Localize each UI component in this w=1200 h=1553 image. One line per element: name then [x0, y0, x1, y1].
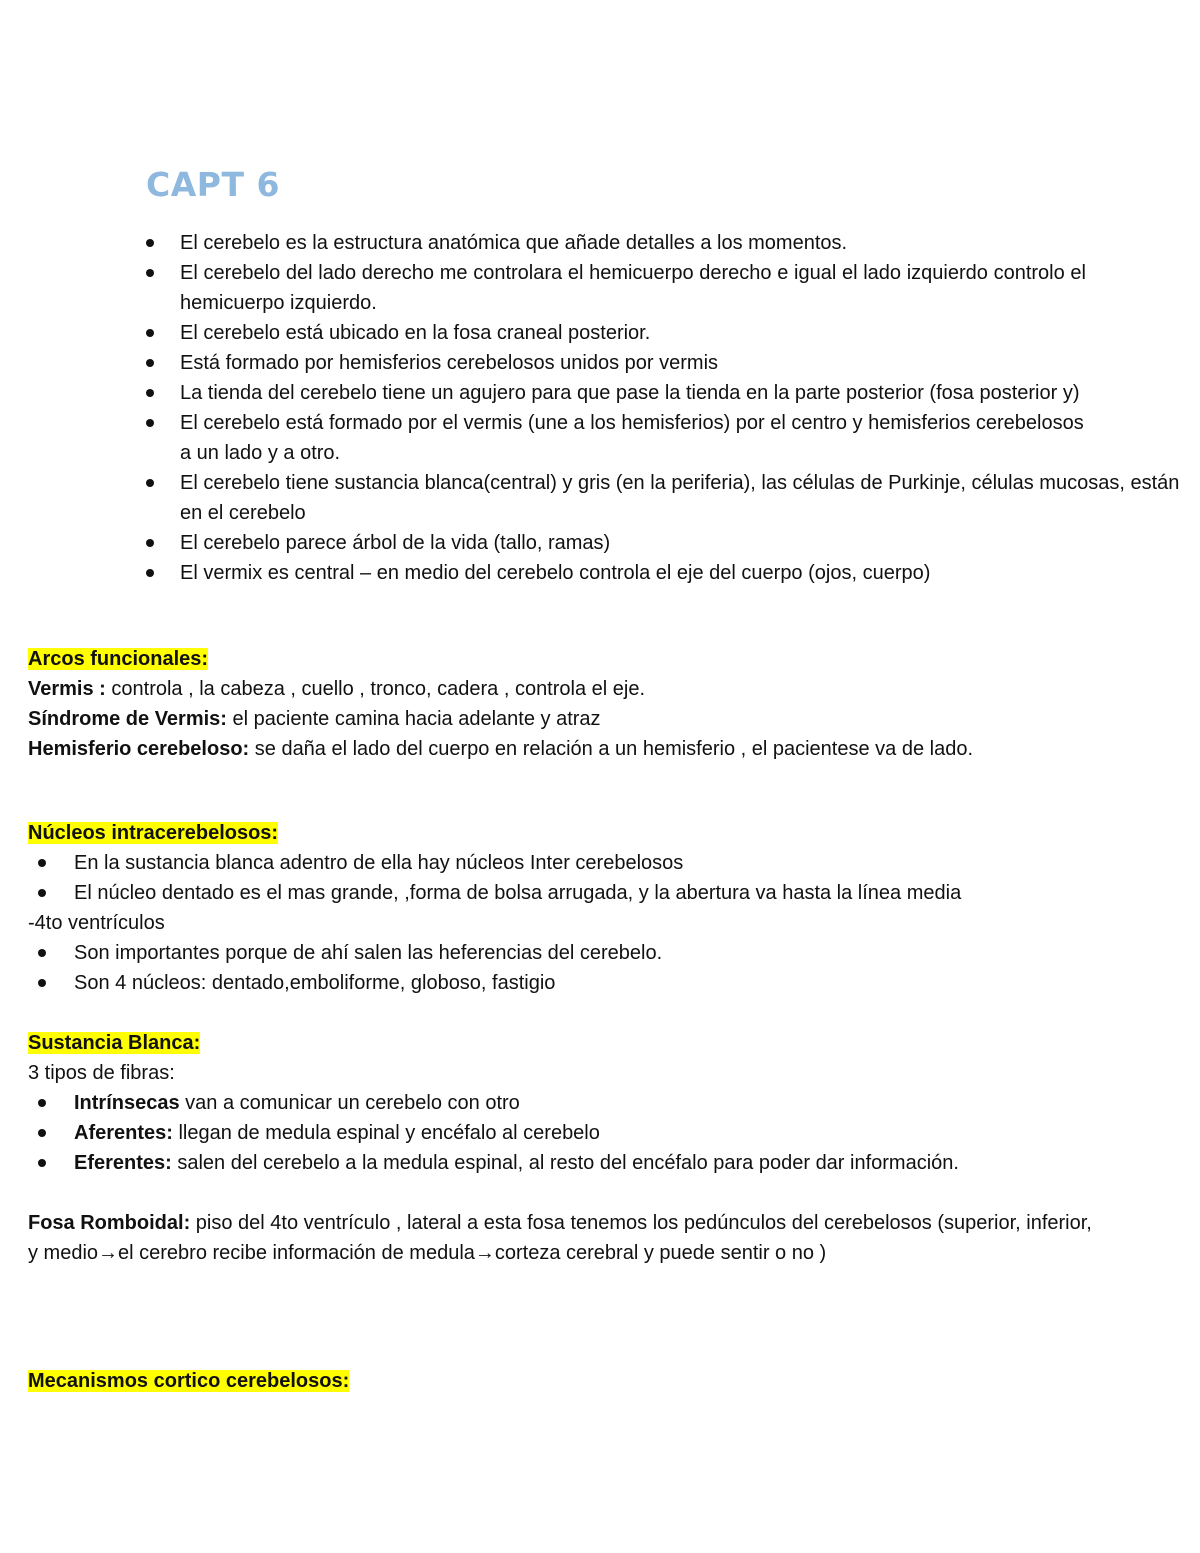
list-item: Son importantes porque de ahí salen las heferencias del cerebelo. [28, 938, 1118, 968]
sustancia-section [28, 1028, 1118, 1178]
vermis-line [28, 674, 1078, 704]
vermis-label: Vermis : [28, 678, 106, 700]
sindrome-line [28, 704, 1078, 734]
intro-list [146, 228, 1180, 588]
nucleos-list-b [28, 938, 1118, 998]
fibra-text: salen del cerebelo a la medula espinal, al resto del encéfalo para poder dar información. [171, 1152, 959, 1174]
section-heading-arcos: Arcos funcionales: [28, 648, 209, 670]
sindrome-label: Síndrome de Vermis: [28, 708, 227, 730]
list-item [28, 1118, 1118, 1148]
list-item: El cerebelo parece árbol de la vida (tallo, ramas) [146, 528, 1086, 558]
fibra-label: Eferentes: [74, 1152, 172, 1174]
fosa-paragraph [28, 1208, 1103, 1268]
list-item: El cerebelo está formado por el vermis (une a los hemisferios) por el centro y hemisferios cerebelosos a un lado y a otro. [146, 408, 1086, 468]
sustancia-list [28, 1088, 1118, 1178]
hemisferio-text: se daña el lado del cuerpo en relación a un hemisferio , el pacientese va de lado. [249, 738, 974, 760]
intro-section [146, 228, 1180, 588]
list-item: En la sustancia blanca adentro de ella hay núcleos Inter cerebelosos [28, 848, 1118, 878]
section-heading-nucleos: Núcleos intracerebelosos: [28, 822, 279, 844]
list-item: Son 4 núcleos: dentado,emboliforme, globoso, fastigio [28, 968, 1118, 998]
list-item: El núcleo dentado es el mas grande, ,forma de bolsa arrugada, y la abertura va hasta la línea media [28, 878, 1118, 908]
section-heading-sustancia: Sustancia Blanca: [28, 1032, 201, 1054]
list-item: El cerebelo está ubicado en la fosa craneal posterior. [146, 318, 1086, 348]
nucleos-list-a [28, 848, 1118, 908]
fosa-label: Fosa Romboidal: [28, 1212, 191, 1234]
fibra-text: llegan de medula espinal y encéfalo al cerebelo [172, 1122, 600, 1144]
fibra-label: Intrínsecas [74, 1092, 180, 1114]
list-item: Está formado por hemisferios cerebelosos unidos por vermis [146, 348, 1086, 378]
arcos-section [28, 644, 1078, 764]
list-item: El cerebelo del lado derecho me controlara el hemicuerpo derecho e igual el lado izquierdo controlo el hemicuerpo izquierdo. [146, 258, 1086, 318]
fosa-section [28, 1208, 1103, 1268]
list-item: La tienda del cerebelo tiene un agujero para que pase la tienda en la parte posterior (fosa posterior y) [146, 378, 1086, 408]
nucleos-continuation: -4to ventrículos [28, 912, 165, 934]
fibra-text: van a comunicar un cerebelo con otro [179, 1092, 520, 1114]
hemisferio-line [28, 734, 1078, 764]
fibra-label: Aferentes: [74, 1122, 173, 1144]
list-item: El vermix es central – en medio del cerebelo controla el eje del cuerpo (ojos, cuerpo) [146, 558, 1086, 588]
mecanismos-section [28, 1366, 1028, 1396]
sindrome-text: el paciente camina hacia adelante y atraz [226, 708, 601, 730]
fosa-text: piso del 4to ventrículo , lateral a esta fosa tenemos los pedúnculos del cerebelosos (superior, inferior, y medio→el cerebro recibe información de medula→corteza cerebral y puede sentir o no ) [28, 1212, 1092, 1264]
page-title: CAPT 6 [146, 165, 280, 204]
nucleos-section [28, 818, 1118, 998]
sustancia-intro: 3 tipos de fibras: [28, 1062, 175, 1084]
list-item [28, 1088, 1118, 1118]
vermis-text: controla , la cabeza , cuello , tronco, cadera , controla el eje. [105, 678, 646, 700]
section-heading-mecanismos: Mecanismos cortico cerebelosos: [28, 1370, 350, 1392]
list-item: El cerebelo es la estructura anatómica que añade detalles a los momentos. [146, 228, 1086, 258]
list-item [28, 1148, 1118, 1178]
hemisferio-label: Hemisferio cerebeloso: [28, 738, 250, 760]
list-item: El cerebelo tiene sustancia blanca(central) y gris (en la periferia), las células de Purkinje, células mucosas, están en el cerebelo [146, 468, 1190, 528]
